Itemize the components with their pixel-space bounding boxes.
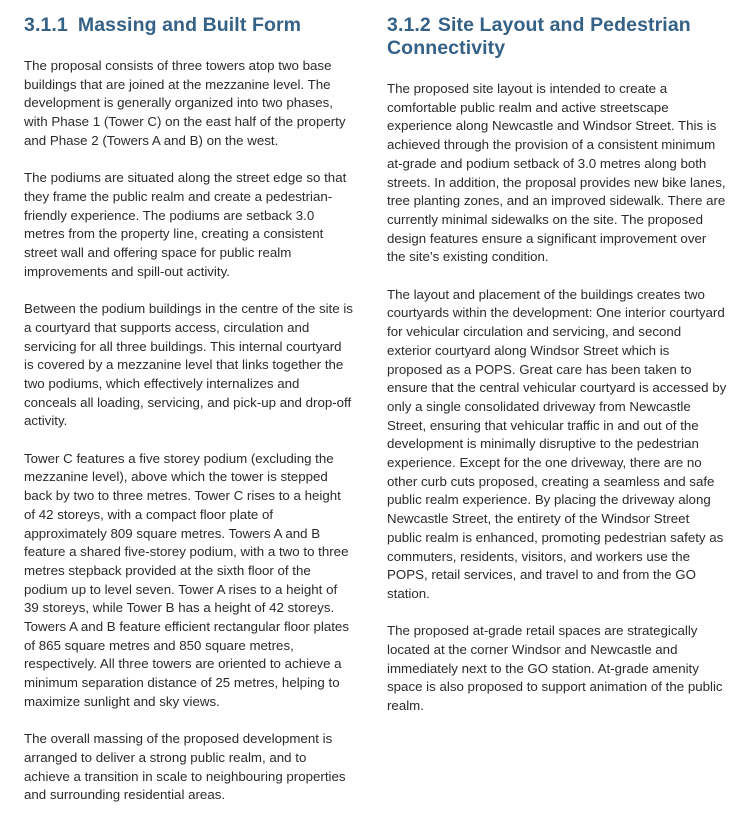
section-heading: [387, 14, 727, 60]
section-body: [24, 57, 354, 805]
paragraph: The proposed site layout is intended to create a comfortable public realm and active streetscape experience along Newcastle and Windsor Street. This is achieved through the provision of a consistent minimum at-grade and podium setback of 3.0 metres along both streets. In addition, the proposal provides new bike lanes, tree planting zones, and an improved sidewalk. There are currently minimal sidewalks on the site. The proposed design features ensure a significant improvement over the site’s existing condition.: [387, 81, 726, 265]
section-heading: [24, 14, 354, 37]
section-title: Massing and Built Form: [77, 14, 302, 36]
paragraph: Between the podium buildings in the centre of the site is a courtyard that supports access, circulation and servicing for all three buildings. This internal courtyard is covered by a mezzanine level that links together the two podiums, which effectively internalizes and conceals all loading, servicing, and pick-up and drop-off activity.: [24, 301, 353, 429]
paragraph: The podiums are situated along the street edge so that they frame the public realm and create a pedestrian-friendly experience. The podiums are setback 3.0 metres from the property line, creating a consistent street wall and offering space for public realm improvements and spill-out activity.: [24, 170, 347, 279]
paragraph: The layout and placement of the buildings creates two courtyards within the development: One interior courtyard for vehicular circulation and servicing, and second exterior courtyard along Windsor Street which is proposed as a POPS. Great care has been taken to ensure that the central vehicular courtyard is accessed by only a single consolidated driveway from Newcastle Street, ensuring that vehicular traffic in and out of the development is minimally disruptive to the pedestrian experience. Except for the one driveway, there are no other curb cuts proposed, creating a seamless and safe public realm experience. By placing the driveway along Newcastle Street, the entirety of the Windsor Street public realm is enhanced, promoting pedestrian safety as commuters, residents, visitors, and workers use the POPS, retail services, and travel to and from the GO station.: [387, 286, 727, 601]
paragraph: The proposal consists of three towers atop two base buildings that are joined at the mezzanine level. The development is generally organized into two phases, with Phase 1 (Tower C) on the east half of the property and Phase 2 (Towers A and B) on the west.: [24, 58, 346, 148]
section-title: Site Layout and Pedestrian Connectivity: [387, 14, 691, 59]
paragraph: Tower C features a five storey podium (excluding the mezzanine level), above which the tower is stepped back by two to three metres. Tower C rises to a height of 42 storeys, with a compact floor plate of approximately 809 square metres. Towers A and B feature a shared five-storey podium, with a two to three metres stepback provided at the sixth floor of the podium up to level seven. Tower A rises to a height of 39 storeys, while Tower B has a height of 42 storeys. Towers A and B feature efficient rectangular floor plates of 865 square metres and 850 square metres, respectively. All three towers are oriented to achieve a minimum separation distance of 25 metres, helping to maximize sunlight and sky views.: [24, 450, 349, 709]
section-site-layout-connectivity: [387, 14, 727, 735]
section-number: 3.1.1: [24, 14, 68, 36]
paragraph: The proposed at-grade retail spaces are strategically located at the corner Windsor and Newcastle and immediately next to the GO station. At-grade amenity space is also proposed to support animation of the public realm.: [387, 623, 723, 714]
section-body: [387, 80, 727, 716]
section-number: 3.1.2: [387, 14, 431, 36]
section-massing-built-form: [24, 14, 354, 824]
paragraph: The overall massing of the proposed development is arranged to deliver a strong public realm, and to achieve a transition in scale to neighbouring properties and surrounding residential areas.: [24, 731, 346, 803]
